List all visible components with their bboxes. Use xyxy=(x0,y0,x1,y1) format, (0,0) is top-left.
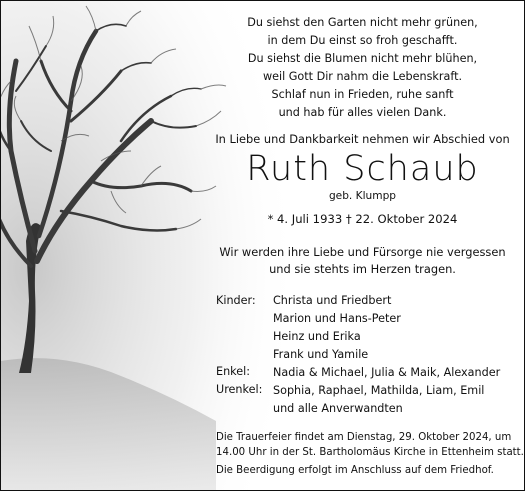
life-dates: * 4. Juli 1933 † 22. Oktober 2024 xyxy=(267,212,458,226)
kinder-item: Heinz und Erika xyxy=(273,330,361,343)
kinder-label: Kinder: xyxy=(216,294,256,307)
poem-line: und hab für alles vielen Dank. xyxy=(278,106,447,119)
urenkel-label: Urenkel: xyxy=(216,383,263,396)
poem-line: Du siehst die Blumen nicht mehr blühen, xyxy=(247,52,478,65)
memory-line: und sie stehts im Herzen tragen. xyxy=(269,262,456,276)
deceased-name: Ruth Schaub xyxy=(246,149,479,189)
memory-line: Wir werden ihre Liebe und Fürsorge nie vergessen xyxy=(219,245,506,259)
obituary-text xyxy=(201,1,524,490)
poem-line: Schlaf nun in Frieden, ruhe sanft xyxy=(271,88,454,101)
poem-line: weil Gott Dir nahm die Lebenskraft. xyxy=(262,70,463,83)
funeral-line: 14.00 Uhr in der St. Bartholomäus Kirche in Ettenheim statt. xyxy=(216,447,524,458)
kinder-item: Frank und Yamile xyxy=(273,348,369,361)
maiden-name: geb. Klumpp xyxy=(328,190,397,202)
poem-line: in dem Du einst so froh geschafft. xyxy=(267,34,458,47)
enkel-names: Nadia & Michael, Julia & Maik, Alexander xyxy=(273,366,501,379)
poem-line: Du siehst den Garten nicht mehr grünen, xyxy=(247,16,478,29)
kinder-item: Marion und Hans-Peter xyxy=(273,312,401,325)
kinder-item: Christa und Friedbert xyxy=(273,294,392,307)
funeral-line: Die Beerdigung erfolgt im Anschluss auf dem Friedhof. xyxy=(216,465,494,476)
urenkel-names: Sophia, Raphael, Mathilda, Liam, Emil xyxy=(273,384,485,397)
anverwandte: und alle Anverwandten xyxy=(273,402,403,415)
funeral-line: Die Trauerfeier findet am Dienstag, 29. Oktober 2024, um xyxy=(216,432,512,443)
enkel-label: Enkel: xyxy=(216,365,250,378)
intro-text: In Liebe und Dankbarkeit nehmen wir Abschied von xyxy=(215,132,510,146)
